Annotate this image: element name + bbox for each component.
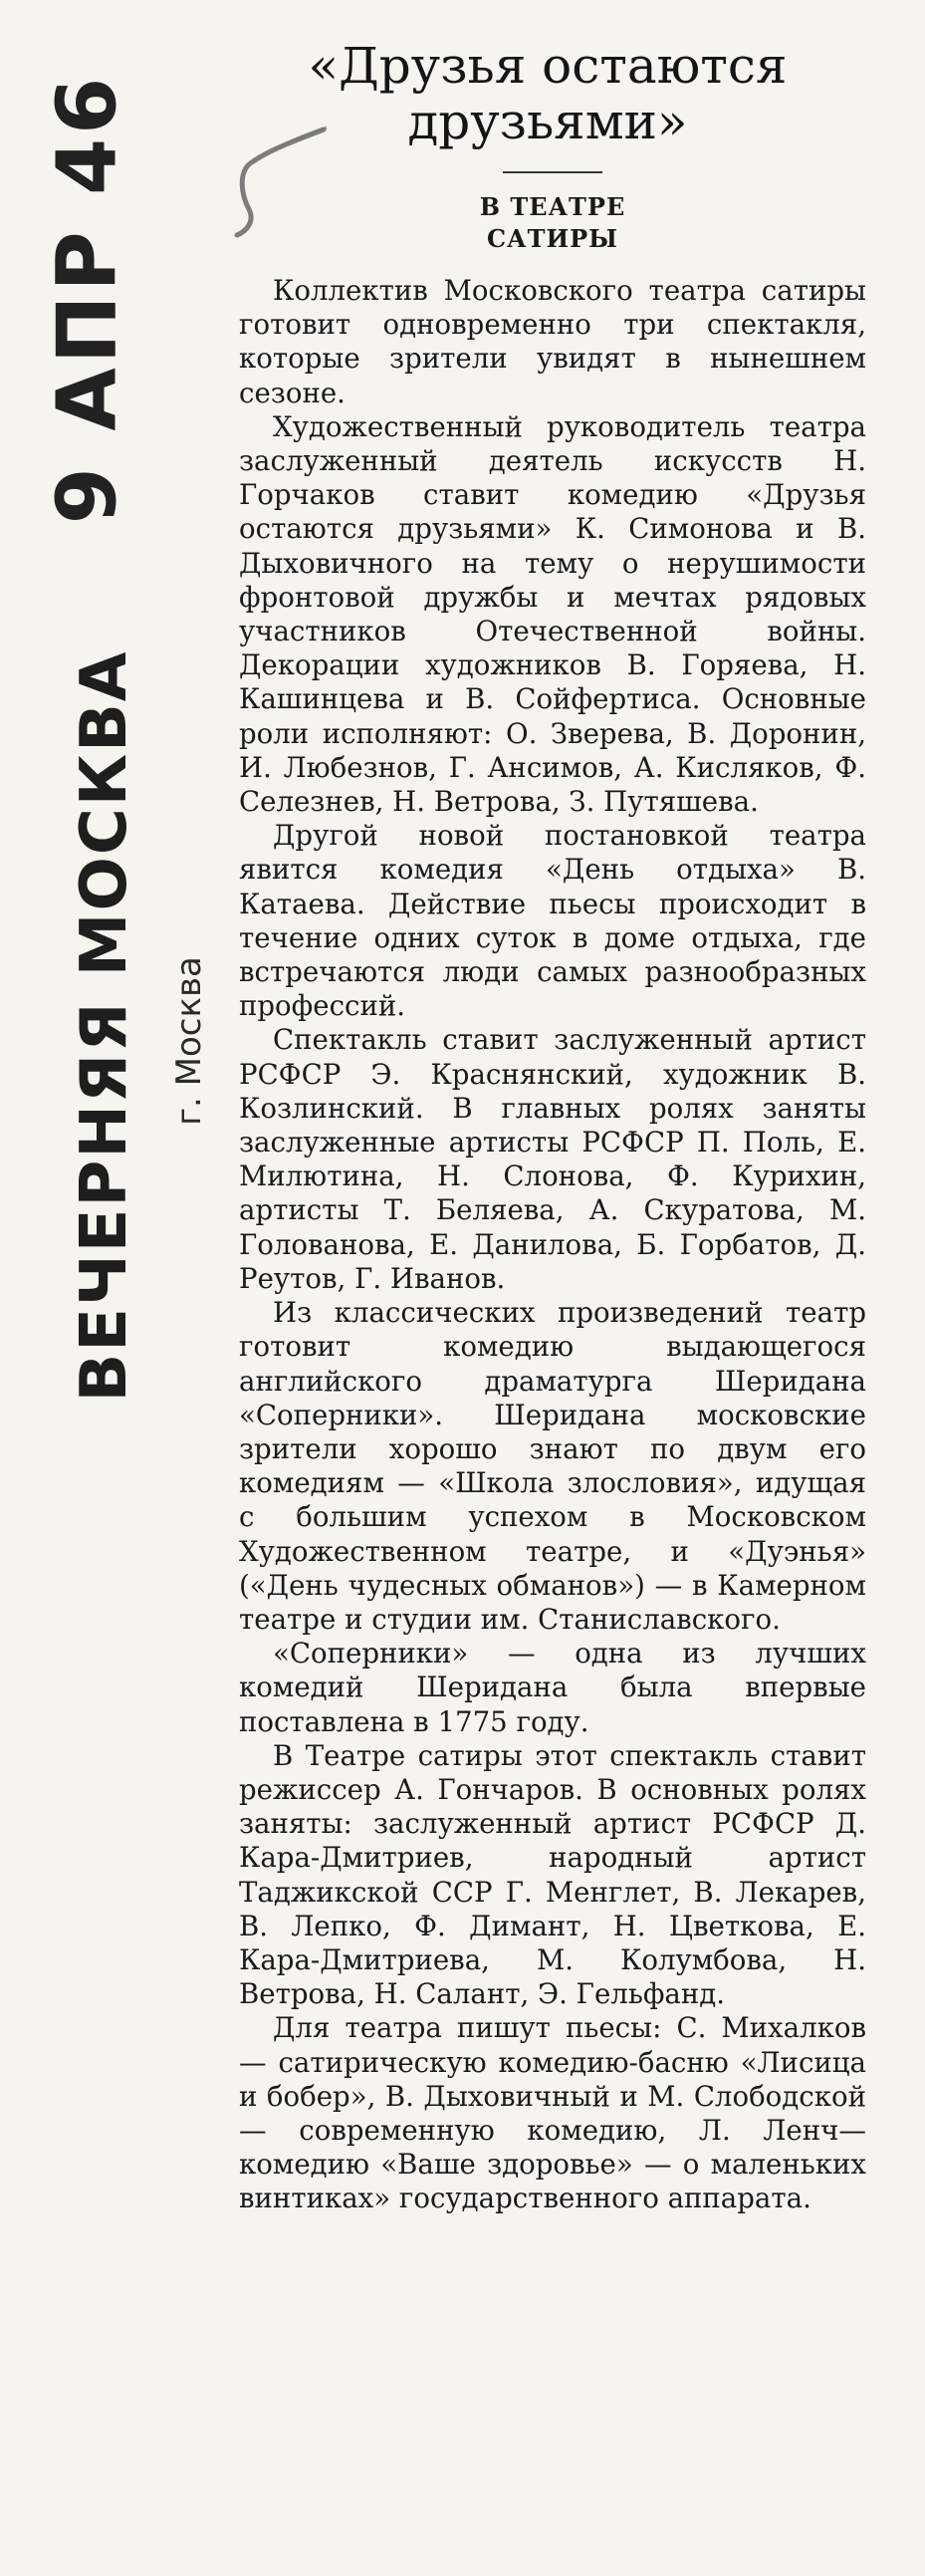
article-paragraph: Спектакль ставит заслуженный артист РСФСР Э. Краснянский, художник В. Козлинский. В главных ролях заняты заслуженные артисты РСФСР П. Поль, Е. Милютина, Н. Слонова, Ф. Курихин, артисты Т. Беляева, А. Скуратова, М. Голованова, Е. Данилова, Б. Горбатов, Д. Реутов, Г. Иванов.	[239, 1023, 866, 1295]
article-body	[239, 274, 866, 2216]
title-line-1: «Друзья остаются	[308, 37, 788, 95]
article-paragraph: Для театра пишут пьесы: С. Михалков — сатирическую комедию-басню «Лисица и бобер», В. Дыховичный и М. Слободской — современную комедию, Л. Ленч—комедию «Ваше здоровье» — о маленьких винтиках» государственного аппарата.	[239, 2011, 866, 2215]
article-paragraph: Художественный руководитель театра заслуженный деятель искусств Н. Горчаков ставит комедию «Друзья остаются друзьями» К. Симонова и В. Дыховичного на тему о нерушимости фронтовой дружбы и мечтах рядовых участников Отечественной войны. Декорации художников В. Горяева, Н. Кашинцева и В. Сойфертиса. Основные роли исполняют: О. Зверева, В. Доронин, И. Любезнов, Г. Ансимов, А. Кисляков, Ф. Селезнев, Н. Ветрова, З. Путяшева.	[239, 409, 866, 819]
section-rubric	[428, 191, 677, 255]
title-line-2: друзьями»	[407, 93, 688, 150]
newspaper-stamp: ВЕЧЕРНЯЯ МОСКВА	[68, 649, 141, 1403]
city-stamp: г. Москва	[169, 956, 209, 1126]
article-paragraph: Другой новой постановкой театра явится комедия «День отдыха» В. Катаева. Действие пьесы происходит в течение одних суток в доме отдыха, где встречаются люди самых разнообразных профессий.	[239, 819, 866, 1023]
rubric-line-2: САТИРЫ	[486, 224, 619, 253]
rubric-line-1: В ТЕАТРЕ	[479, 192, 626, 221]
article-paragraph: В Театре сатиры этот спектакль ставит режиссер А. Гончаров. В основных ролях заняты: заслуженный артист РСФСР Д. Кара-Дмитриев, народный артист Таджикской ССР Г. Менглет, В. Лекарев, В. Лепко, Ф. Димант, Н. Цветкова, Е. Кара-Дмитриева, М. Колумбова, Н. Ветрова, Н. Салант, Э. Гельфанд.	[239, 1738, 866, 2011]
article-paragraph: Из классических произведений театр готовит комедию выдающегося английского драматурга Шеридана «Соперники». Шеридана московские зрители хорошо знают по двум его комедиям — «Школа злословия», идущая с большим успехом в Московском Художественном театре, и «Дуэнья» («День чудесных обманов») — в Камерном театре и студии им. Станиславского.	[239, 1296, 866, 1636]
article-title	[289, 38, 807, 149]
article-paragraph: «Соперники» — одна из лучших комедий Шеридана была впервые поставлена в 1775 году.	[239, 1637, 866, 1738]
article-paragraph: Коллектив Московского театра сатиры готовит одновременно три спектакля, которые зрители увидят в нынешнем сезоне.	[239, 274, 866, 409]
title-divider	[503, 171, 602, 173]
date-stamp: 9 АПР 46	[40, 73, 135, 525]
